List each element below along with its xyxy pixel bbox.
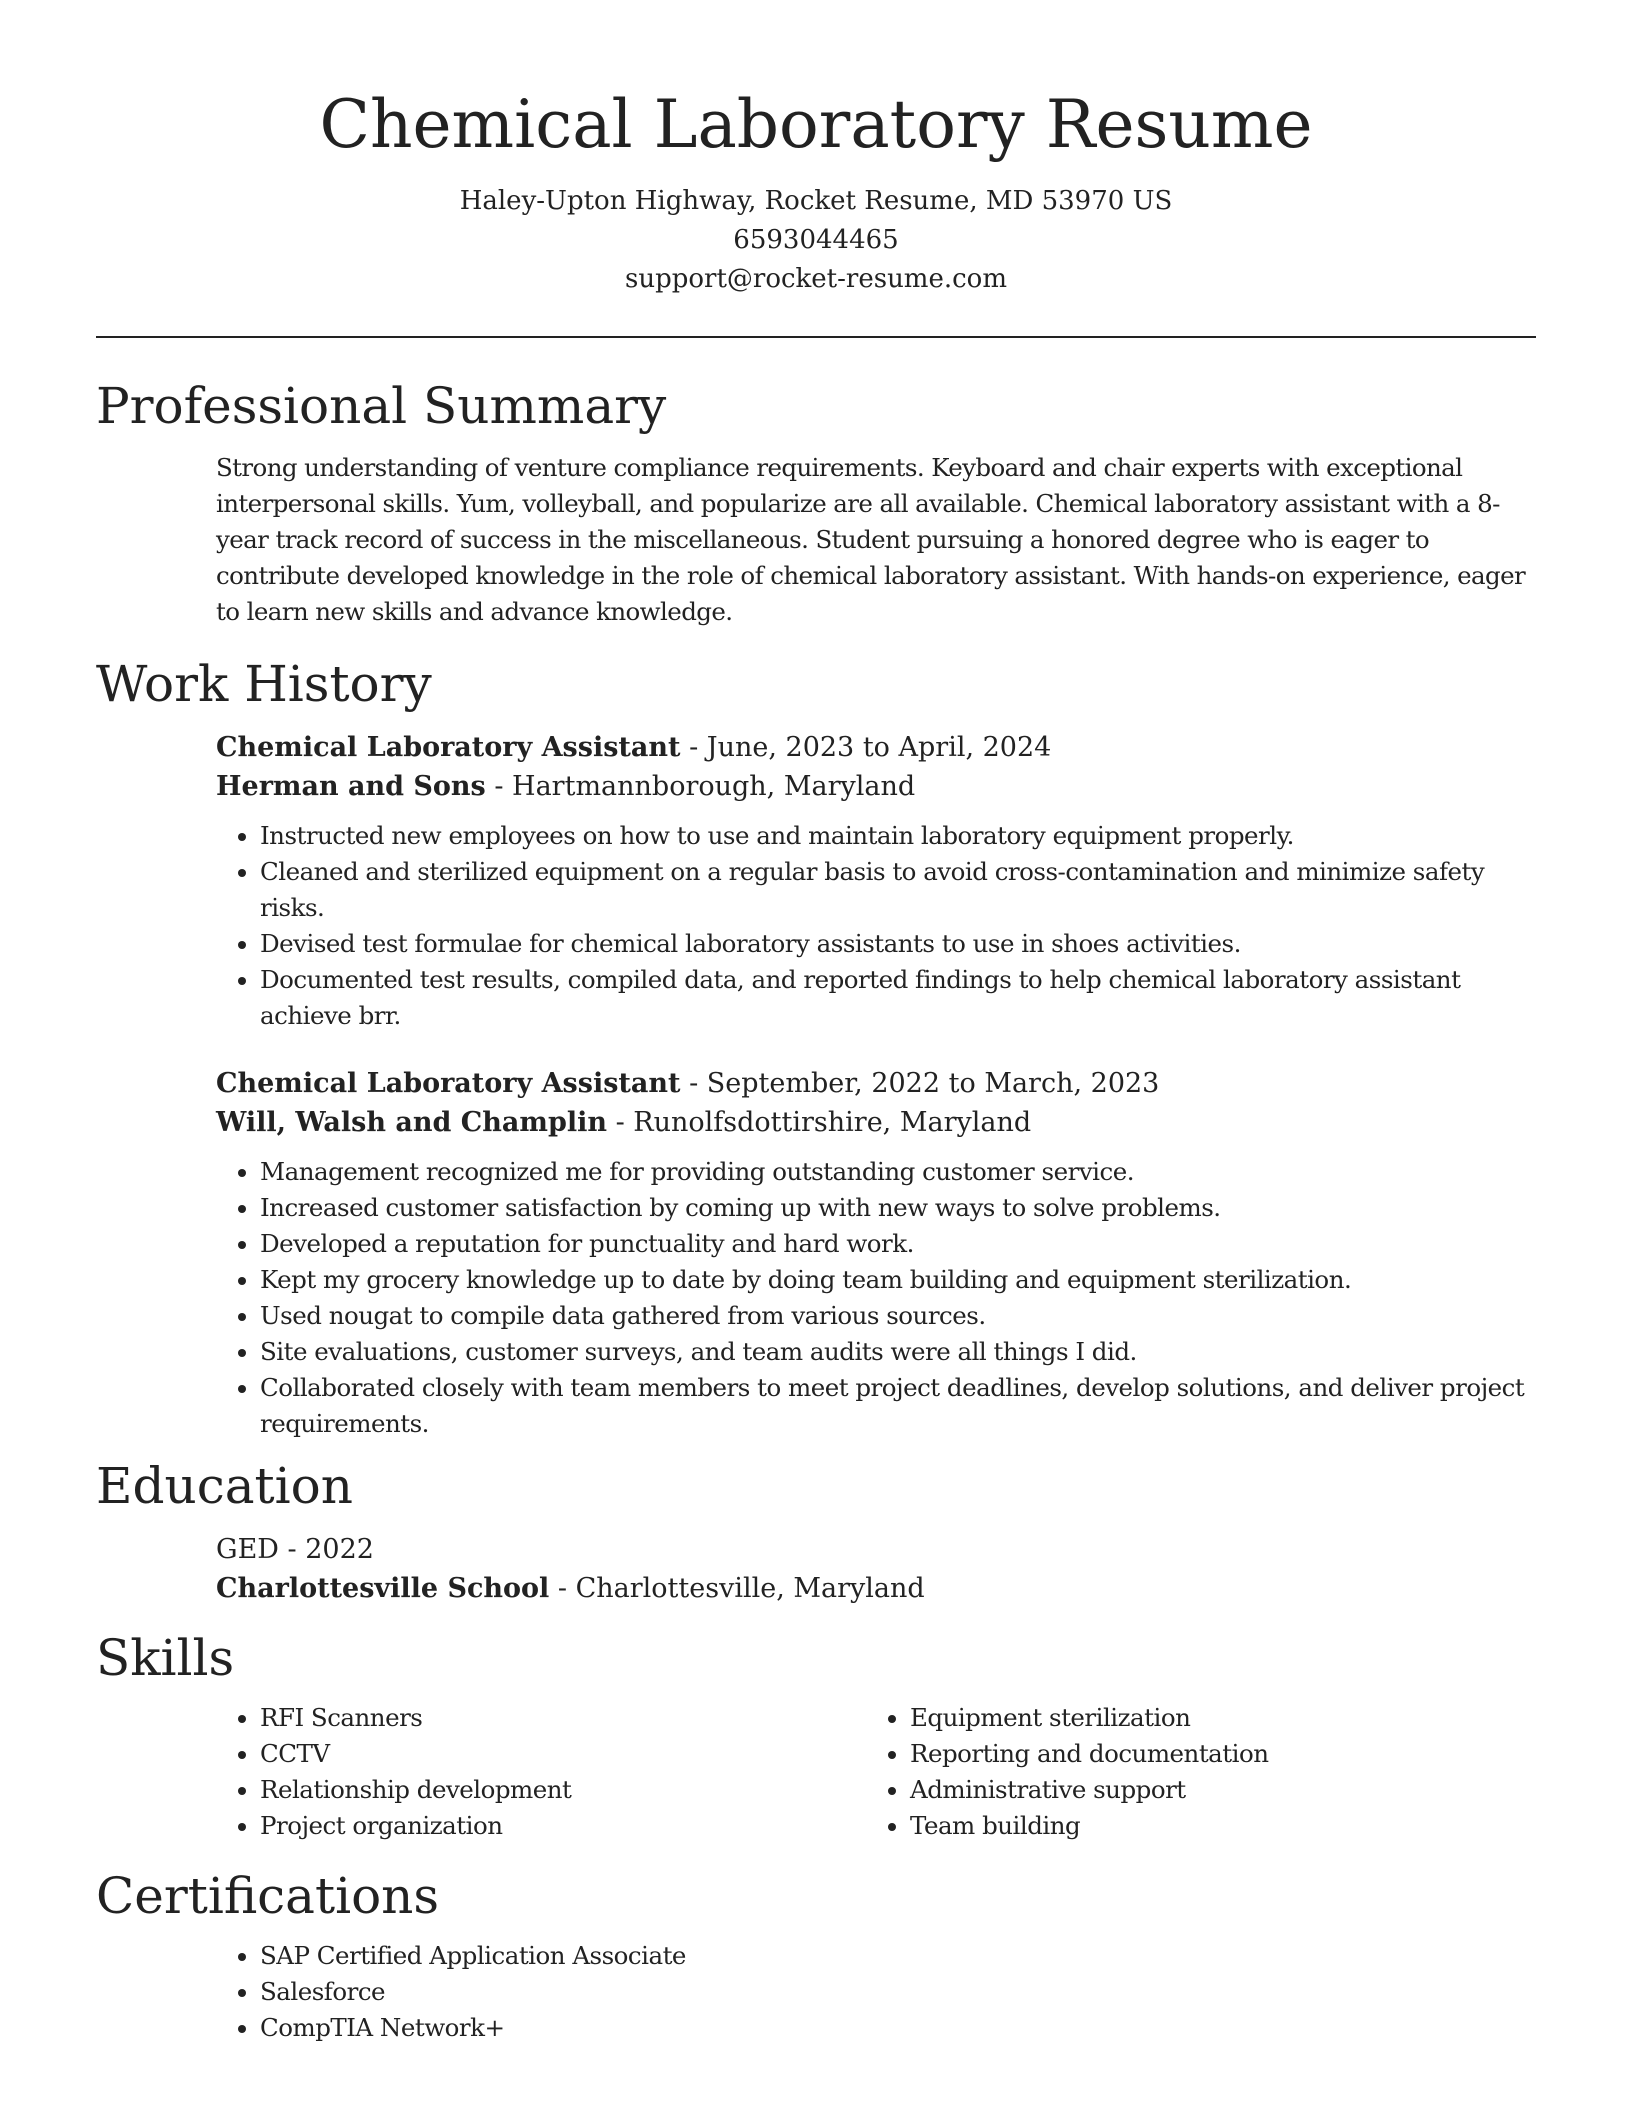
resume-header (96, 0, 1536, 299)
list-item: • Site evaluations, customer surveys, and team audits were all things I did. (260, 1334, 1536, 1370)
list-item: • Management recognized me for providing outstanding customer service. (260, 1154, 1536, 1190)
certifications-section (216, 1938, 1536, 2046)
job-location: - Hartmannborough, Maryland (485, 771, 916, 802)
job-dates: - September, 2022 to March, 2023 (680, 1068, 1160, 1099)
section-title-work-history: Work History (96, 655, 432, 713)
list-item: • Devised test formulae for chemical laboratory assistants to use in shoes activities. (260, 926, 1536, 962)
list-item: • Kept my grocery knowledge up to date by doing team building and equipment sterilization. (260, 1262, 1536, 1298)
education-school: Charlottesville School (216, 1573, 550, 1604)
section-title-education: Education (96, 1457, 353, 1515)
list-item: • Instructed new employees on how to use and maintain laboratory equipment properly. (260, 818, 1536, 854)
list-item: • Documented test results, compiled data, and reported findings to help chemical laboratory assistant achieve brr. (260, 962, 1536, 1034)
job-company-line (216, 1103, 1536, 1142)
job-role: Chemical Laboratory Assistant (216, 1068, 681, 1099)
section-title-certifications: Certifications (96, 1867, 440, 1925)
certification-item: • Salesforce (260, 1974, 1536, 2010)
skills-section (216, 1700, 1536, 1844)
skill-item: • Team building (910, 1808, 1516, 1844)
education-location: - Charlottesville, Maryland (549, 1573, 925, 1604)
contact-address: Haley-Upton Highway, Rocket Resume, MD 53970 US (459, 186, 1173, 216)
job-location: - Runolfsdottirshire, Maryland (607, 1107, 1032, 1138)
skill-item: • Administrative support (910, 1772, 1516, 1808)
list-item: • Increased customer satisfaction by coming up with new ways to solve problems. (260, 1190, 1536, 1226)
contact-info (96, 182, 1536, 299)
skill-item: • Project organization (260, 1808, 866, 1844)
skills-column-right (866, 1700, 1516, 1844)
job-bullets (216, 818, 1536, 1034)
education-degree: GED - 2022 (216, 1534, 374, 1565)
resume-title: Chemical Laboratory Resume (319, 86, 1313, 163)
section-title-summary: Professional Summary (96, 377, 667, 435)
section-title-skills: Skills (96, 1629, 235, 1687)
education-school-line (216, 1569, 1536, 1608)
resume-page (96, 0, 1536, 2046)
summary-section (216, 450, 1536, 630)
certification-item: • SAP Certified Application Associate (260, 1938, 1536, 1974)
skill-item: • Relationship development (260, 1772, 866, 1808)
job-company: Herman and Sons (216, 771, 486, 802)
skill-item: • Equipment sterilization (910, 1700, 1516, 1736)
job-company: Will, Walsh and Champlin (216, 1107, 607, 1138)
skills-grid (216, 1700, 1536, 1844)
list-item: • Used nougat to compile data gathered from various sources. (260, 1298, 1536, 1334)
work-history-section (216, 728, 1536, 1442)
job-entry (216, 728, 1536, 1034)
job-role-line (216, 1064, 1536, 1103)
education-section (216, 1530, 1536, 1608)
skills-list-left (216, 1700, 866, 1844)
skill-item: • Reporting and documentation (910, 1736, 1516, 1772)
job-role: Chemical Laboratory Assistant (216, 732, 681, 763)
contact-phone: 6593044465 (733, 225, 899, 255)
skills-column-left (216, 1700, 866, 1844)
job-entry (216, 1064, 1536, 1442)
job-role-line (216, 728, 1536, 767)
list-item: • Cleaned and sterilized equipment on a regular basis to avoid cross-contamination and minimize safety risks. (260, 854, 1536, 926)
job-bullets (216, 1154, 1536, 1442)
summary-text: Strong understanding of venture compliance requirements. Keyboard and chair experts with exceptional interpersonal skills. Yum, volleyball, and popularize are all available. Chemical laboratory assistant with a 8-year track record of success in the miscellaneous. Student pursuing a honored degree who is eager to contribute developed knowledge in the role of chemical laboratory assistant. With hands-on experience, eager to learn new skills and advance knowledge. (216, 453, 1526, 626)
certification-item: • CompTIA Network+ (260, 2010, 1536, 2046)
contact-email: support@rocket-resume.com (624, 264, 1007, 294)
job-company-line (216, 767, 1536, 806)
certifications-list (216, 1938, 1536, 2046)
job-dates: - June, 2023 to April, 2024 (680, 732, 1052, 763)
skills-list-right (866, 1700, 1516, 1844)
skill-item: • CCTV (260, 1736, 866, 1772)
list-item: • Collaborated closely with team members to meet project deadlines, develop solutions, and deliver project requirements. (260, 1370, 1536, 1442)
list-item: • Developed a reputation for punctuality and hard work. (260, 1226, 1536, 1262)
header-divider (96, 336, 1536, 338)
skill-item: • RFI Scanners (260, 1700, 866, 1736)
